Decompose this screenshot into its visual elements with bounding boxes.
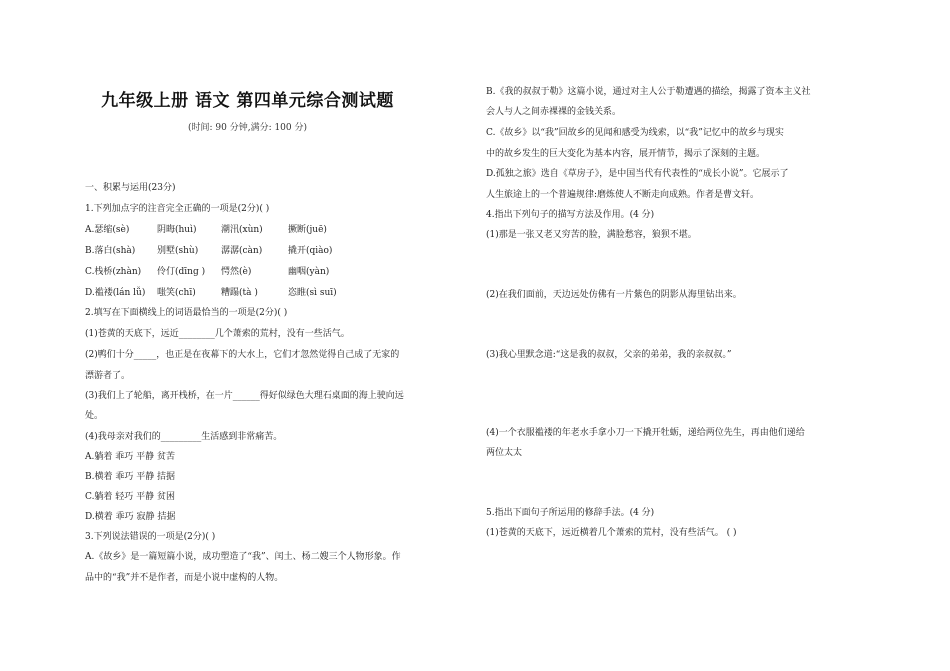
- option-word: 阴晦(huì): [157, 225, 197, 235]
- section-heading: 一、积累与运用(23分): [85, 183, 176, 193]
- option-word: 糟蹋(tà ): [221, 288, 258, 298]
- option-word: 嗤笑(chī): [157, 288, 196, 298]
- q2-item: 处。: [85, 411, 104, 421]
- option-word: 恣睢(sì suī): [288, 288, 337, 298]
- q3-option-b-cont: 会人与人之间赤裸裸的金钱关系。: [486, 107, 622, 117]
- page-title: 九年级上册 语文 第四单元综合测试题: [101, 91, 394, 111]
- option-word: 撅断(juē): [288, 225, 327, 235]
- q4-item: (4)一个衣服褴褛的年老水手拿小刀一下撬开牡蛎，递给两位先生，再由他们递给: [486, 428, 805, 438]
- question-5: 5.指出下面句子所运用的修辞手法。(4 分): [486, 508, 655, 518]
- q2-option-a: A.躺着 乖巧 平静 贫苦: [85, 452, 175, 462]
- q3-option-a: A.《故乡》是一篇短篇小说，成功塑造了“我”、闰土、杨二嫂三个人物形象。作: [85, 552, 401, 562]
- q4-item: (3)我心里默念道:“这是我的叔叔，父亲的弟弟，我的亲叔叔。”: [486, 350, 732, 360]
- option-word: 潺潺(càn): [221, 246, 263, 256]
- question-3: 3.下列说法错误的一项是(2分)( ): [85, 532, 216, 542]
- q3-option-c: C.《故乡》以“我”回故乡的见闻和感受为线索，以“我”记忆中的故乡与现实: [486, 128, 784, 138]
- q2-item: (2)鸭们十分_____，也正是在夜幕下的大水上，它们才忽然觉得自己成了无家的: [85, 350, 400, 360]
- option-word: 幽咽(yàn): [288, 267, 330, 277]
- q4-item: (1)那是一张又老又穷苦的脸，满脸愁容，狼狈不堪。: [486, 230, 697, 240]
- q2-option-b: B.横着 乖巧 平静 拮据: [85, 472, 176, 482]
- q3-option-d: D.孤独之旅》选自《草房子》，是中国当代有代表性的“成长小说”。它展示了: [486, 169, 789, 179]
- q2-item: (3)我们上了轮船，离开栈桥，在一片______得好似绿色大理石桌面的海上驶向远: [85, 391, 404, 401]
- q2-option-c: C.躺着 轻巧 平静 贫困: [85, 492, 176, 502]
- option-word: B.落白(shà): [85, 246, 136, 256]
- option-word: C.栈桥(zhàn): [85, 267, 142, 277]
- q2-option-d: D.横着 乖巧 寂静 拮据: [85, 512, 176, 522]
- q3-option-c-cont: 中的故乡发生的巨大变化为基本内容，展开情节，揭示了深刻的主题。: [486, 149, 766, 159]
- exam-subtitle: (时间: 90 分钟,满分: 100 分): [187, 123, 308, 133]
- q3-option-d-cont: 人生旅途上的一个普遍规律:磨炼使人不断走向成熟。作者是曹文轩。: [486, 190, 760, 200]
- option-word: 撬开(qiào): [288, 246, 333, 256]
- option-word: A.瑟缩(sè): [85, 225, 130, 235]
- q2-item: 漂游者了。: [85, 371, 131, 381]
- question-2: 2.填写在下面横线上的词语最恰当的一项是(2分)( ): [85, 308, 288, 318]
- option-word: 潮汛(xùn): [221, 225, 263, 235]
- q4-item-cont: 两位太太: [486, 448, 523, 458]
- question-4: 4.指出下列句子的描写方法及作用。(4 分): [486, 210, 655, 220]
- option-word: D.褴褛(lán lǚ): [85, 288, 146, 298]
- q2-item: (1)苍黄的天底下，远近________几个萧索的荒村，没有一些活气。: [85, 329, 350, 339]
- q3-option-a-cont: 品中的“我”并不是作者，而是小说中虚构的人物。: [85, 573, 284, 583]
- option-word: 别墅(shù): [157, 246, 199, 256]
- question-1: 1.下列加点字的注音完全正确的一项是(2分)( ): [85, 204, 270, 214]
- q2-item: (4)我母亲对我们的_________生活感到非常痛苦。: [85, 432, 283, 442]
- q5-item: (1)苍黄的天底下，远近横着几个萧索的荒村，没有些活气。 ( ): [486, 528, 737, 538]
- q4-item: (2)在我们面前，天边远处仿佛有一片紫色的阴影从海里钻出来。: [486, 290, 742, 300]
- q3-option-b: B.《我的叔叔于勒》这篇小说，通过对主人公于勒遭遇的描绘，揭露了资本主义社: [486, 87, 811, 97]
- option-word: 伶仃(dīng ): [157, 267, 206, 277]
- option-word: 愕然(è): [221, 267, 252, 277]
